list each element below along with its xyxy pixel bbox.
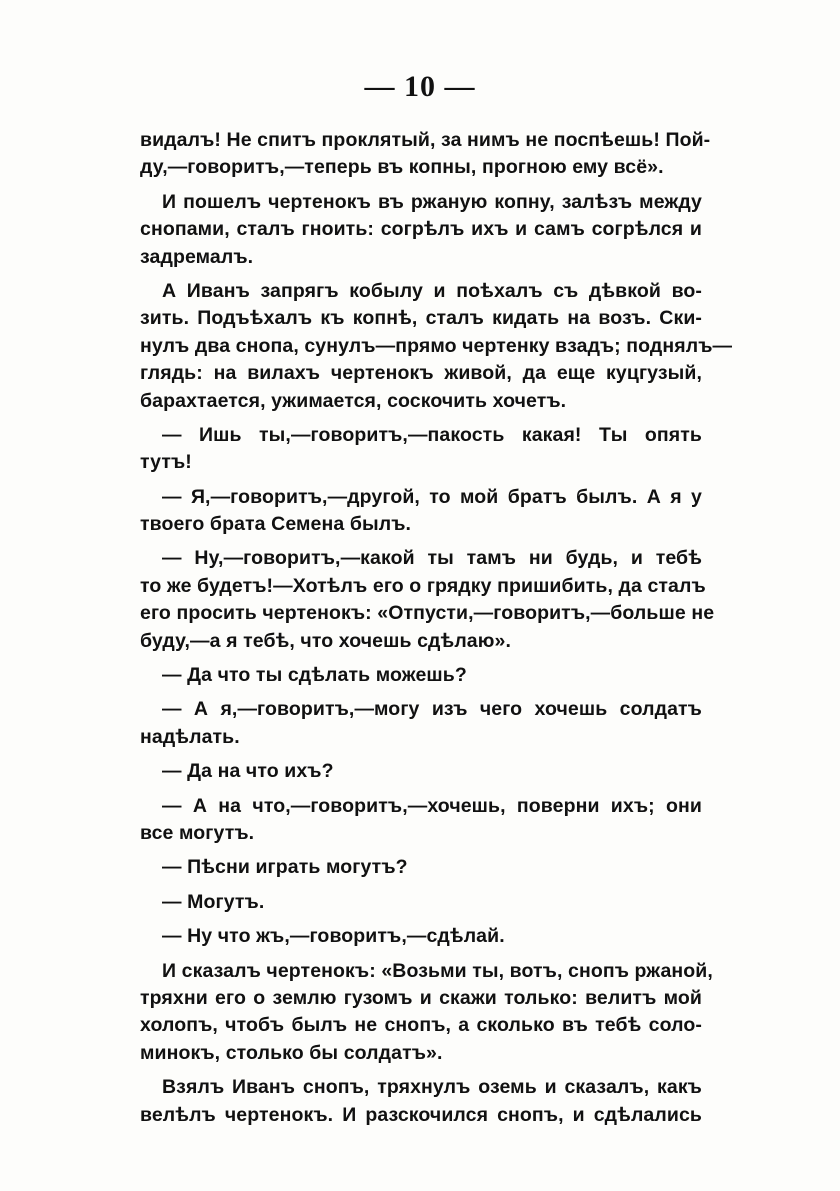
text-line: задремалъ.	[140, 245, 254, 268]
text-line: холопъ, чтобъ былъ не снопъ, а сколько въ тебѣ соло-	[140, 1014, 702, 1037]
text-line: все могутъ.	[140, 821, 255, 844]
text-line: барахтается, ужимается, соскочить хочетъ.	[140, 389, 567, 412]
text-line: глядь: на вилахъ чертенокъ живой, да еще куцгузый,	[140, 362, 702, 385]
paragraph	[140, 758, 702, 785]
text-line: буду,—а я тебѣ, что хочешь сдѣлаю».	[140, 629, 511, 652]
text-line: — А я,—говоритъ,—могу изъ чего хочешь солдатъ	[162, 698, 702, 721]
paragraph-gap	[140, 271, 702, 278]
paragraph	[140, 793, 702, 848]
text-line: — Пѣсни играть могутъ?	[162, 856, 408, 879]
text-line: — Могутъ.	[162, 890, 265, 913]
paragraph	[140, 422, 702, 477]
paragraph-gap	[140, 847, 702, 854]
paragraph	[140, 545, 715, 655]
text-line: зить. Подъѣхалъ къ копнѣ, сталъ кидать на возъ. Ски-	[140, 307, 702, 330]
paragraph-gap	[140, 786, 702, 793]
text-line: Взялъ Иванъ снопъ, тряхнулъ оземь и сказалъ, какъ	[162, 1076, 702, 1099]
paragraph-gap	[140, 951, 702, 958]
paragraph-gap	[140, 415, 702, 422]
text-line: тутъ!	[140, 451, 192, 474]
paragraph	[140, 1074, 702, 1129]
text-line: ду,—говоритъ,—теперь въ копны, прогною ему всё».	[140, 156, 664, 179]
paragraph-gap	[140, 182, 702, 189]
text-line: нулъ два снопа, сунулъ—прямо чертенку взадъ; поднялъ—	[140, 334, 733, 357]
text-line: И сказалъ чертенокъ: «Возьми ты, вотъ, снопъ ржаной,	[162, 959, 713, 982]
paragraph-gap	[140, 477, 702, 484]
paragraph	[140, 958, 713, 1068]
page-number: — 10 —	[364, 70, 476, 103]
text-line: видалъ! Не спитъ проклятый, за нимъ не поспѣешь! Пой-	[140, 129, 711, 151]
text-line: — Ишь ты,—говоритъ,—пакость какая! Ты опять	[162, 423, 702, 446]
paragraph	[140, 127, 711, 182]
paragraph-gap	[140, 916, 702, 923]
paragraph	[140, 662, 702, 689]
text-line: — Я,—говоритъ,—другой, то мой братъ былъ. А я у	[162, 485, 702, 508]
text-line: А Иванъ запрягъ кобылу и поѣхалъ съ дѣвкой во-	[162, 279, 702, 302]
text-line: то же будетъ!—Хотѣлъ его о грядку пришибить, да сталъ	[140, 574, 706, 597]
paragraph	[140, 923, 702, 950]
text-line: — Ну,—говоритъ,—какой ты тамъ ни будь, и тебѣ	[162, 547, 702, 570]
text-line: снопами, сталъ гноить: согрѣлъ ихъ и самъ согрѣлся и	[140, 218, 702, 241]
paragraph-gap	[140, 538, 702, 545]
body-text	[140, 127, 733, 1129]
paragraph-gap	[140, 882, 702, 889]
paragraph-gap	[140, 751, 702, 758]
text-line: тряхни его о землю гузомъ и скажи только: велитъ мой	[140, 986, 702, 1009]
paragraph-gap	[140, 1067, 702, 1074]
paragraph	[140, 854, 702, 881]
text-line: — Да что ты сдѣлать можешь?	[162, 664, 467, 687]
paragraph	[140, 189, 702, 271]
paragraph-gap	[140, 655, 702, 662]
paragraph	[140, 278, 733, 415]
paragraph	[140, 696, 702, 751]
text-line: велѣлъ чертенокъ. И разскочился снопъ, и сдѣлались	[140, 1103, 702, 1126]
text-line: твоего брата Семена былъ.	[140, 513, 412, 536]
text-line: его просить чертенокъ: «Отпусти,—говоритъ,—больше не	[140, 602, 715, 625]
paragraph	[140, 889, 702, 916]
paragraph	[140, 484, 702, 539]
paragraph-gap	[140, 689, 702, 696]
text-line: — А на что,—говоритъ,—хочешь, поверни ихъ; они	[162, 794, 702, 817]
text-line: — Ну что жъ,—говоритъ,—сдѣлай.	[162, 925, 505, 948]
text-line: надѣлать.	[140, 725, 240, 748]
text-line: — Да на что ихъ?	[162, 760, 334, 783]
text-line: И пошелъ чертенокъ въ ржаную копну, залѣзъ между	[162, 190, 702, 213]
text-line: минокъ, столько бы солдатъ».	[140, 1041, 443, 1064]
